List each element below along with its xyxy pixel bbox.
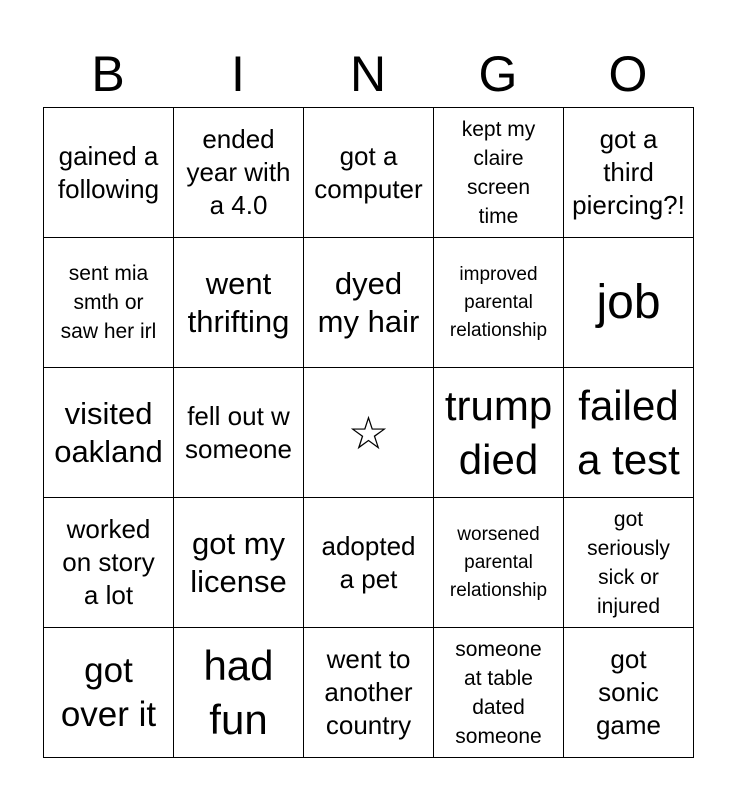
bingo-cell[interactable] (44, 238, 174, 368)
bingo-cell-text: ended year with a 4.0 (186, 124, 291, 220)
bingo-cell-text: went to another country (324, 644, 413, 740)
bingo-cell-text: gained a following (57, 140, 160, 204)
star-icon: ☆ (347, 406, 390, 459)
bingo-cell-text: got a computer (314, 140, 423, 204)
bingo-cell-text: kept my claire screen time (461, 117, 536, 228)
bingo-cell[interactable] (434, 108, 564, 238)
bingo-cell[interactable] (44, 628, 174, 758)
header-letter-o: O (608, 46, 648, 102)
bingo-cell-text: fell out w someone (185, 400, 292, 464)
free-space-cell[interactable] (304, 368, 434, 498)
header-letter-i: I (231, 46, 245, 102)
bingo-cell-text: got my license (190, 525, 287, 599)
bingo-cell-text: got over it (60, 650, 157, 734)
bingo-cell-text: visited oakland (54, 395, 163, 469)
bingo-cell-text: adopted a pet (321, 530, 416, 594)
header-letter-n: N (349, 46, 387, 102)
bingo-cell[interactable] (174, 108, 304, 238)
bingo-cell[interactable] (44, 498, 174, 628)
bingo-cell-text: worked on story a lot (62, 514, 155, 610)
bingo-cell[interactable] (304, 238, 434, 368)
bingo-cell-text: got a third piercing?! (572, 124, 685, 220)
bingo-cell[interactable] (564, 628, 694, 758)
bingo-cell-text: job (596, 275, 661, 329)
bingo-cell[interactable] (174, 368, 304, 498)
bingo-cell[interactable] (564, 368, 694, 498)
bingo-cell-text: got sonic game (595, 644, 662, 740)
bingo-cell[interactable] (304, 628, 434, 758)
bingo-cell[interactable] (304, 498, 434, 628)
bingo-cell-text: dyed my hair (317, 265, 420, 339)
bingo-cell[interactable] (564, 238, 694, 368)
bingo-cell-text: got seriously sick or injured (587, 507, 670, 618)
bingo-cell-text: improved parental relationship (449, 263, 548, 341)
bingo-cell-text: trump died (444, 381, 553, 483)
bingo-cell-text: went thrifting (187, 265, 290, 339)
bingo-cell-text: had fun (203, 641, 274, 743)
bingo-cell-text: failed a test (577, 381, 680, 483)
bingo-cell[interactable] (434, 628, 564, 758)
bingo-cell[interactable] (174, 238, 304, 368)
bingo-cell[interactable] (304, 108, 434, 238)
bingo-cell[interactable] (564, 108, 694, 238)
header-letter-g: G (478, 46, 518, 102)
bingo-cell[interactable] (44, 368, 174, 498)
bingo-cell[interactable] (434, 498, 564, 628)
bingo-cell[interactable] (174, 498, 304, 628)
bingo-cell[interactable] (174, 628, 304, 758)
bingo-cell-text: worsened parental relationship (449, 523, 548, 601)
bingo-cell-text: sent mia smth or saw her irl (60, 262, 157, 343)
bingo-cell[interactable] (564, 498, 694, 628)
bingo-card-grid (43, 107, 694, 758)
bingo-cell[interactable] (44, 108, 174, 238)
bingo-cell[interactable] (434, 368, 564, 498)
header-letter-b: B (91, 46, 125, 102)
bingo-cell-text: someone at table dated someone (455, 637, 542, 748)
bingo-header (43, 44, 693, 104)
bingo-cell[interactable] (434, 238, 564, 368)
